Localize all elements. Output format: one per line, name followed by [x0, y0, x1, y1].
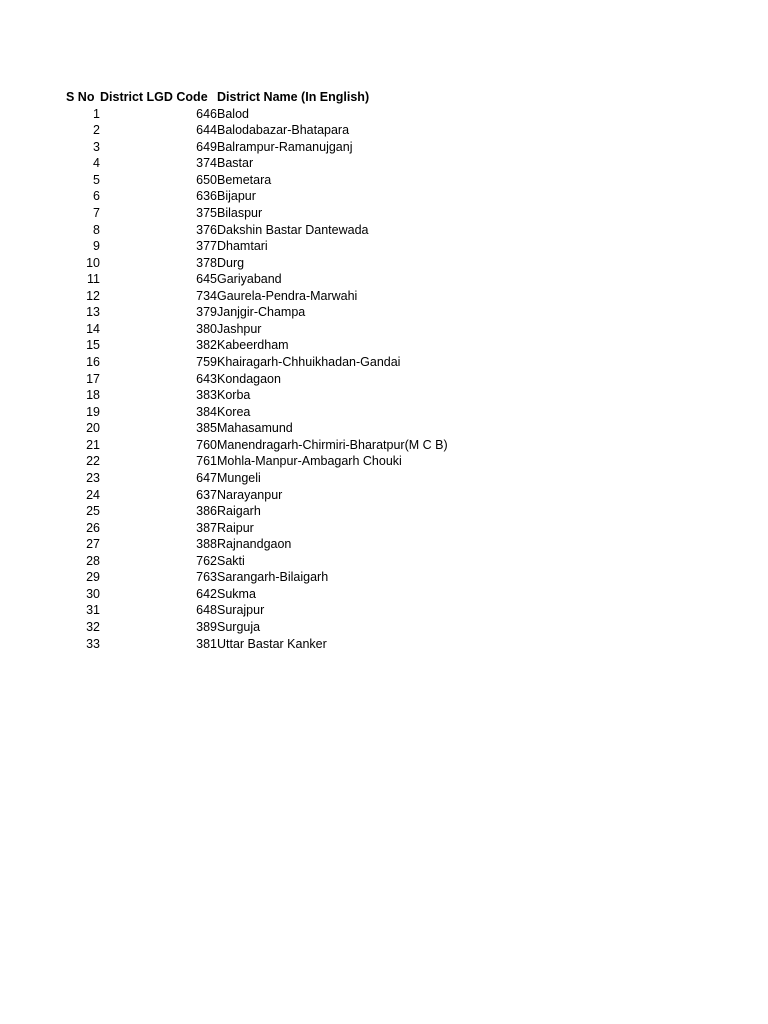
cell-district-name: Uttar Bastar Kanker: [217, 636, 327, 651]
cell-district-name: Bilaspur: [217, 205, 263, 220]
cell-lgd-code: 376: [196, 222, 217, 237]
cell-sno: 18: [86, 388, 100, 403]
header-row: [66, 89, 448, 106]
cell-district-name: Jashpur: [217, 321, 262, 336]
table-row: [66, 337, 448, 354]
table-row: [66, 536, 448, 553]
cell-lgd-code: 377: [196, 239, 217, 254]
cell-lgd-code: 734: [196, 288, 217, 303]
cell-sno: 12: [86, 288, 100, 303]
table-body: [66, 106, 448, 653]
table-row: [66, 122, 448, 139]
header-sno: S No: [66, 90, 95, 104]
cell-district-name: Gaurela-Pendra-Marwahi: [217, 288, 358, 303]
cell-sno: 14: [86, 321, 100, 336]
cell-district-name: Sakti: [217, 553, 245, 568]
cell-district-name: Dhamtari: [217, 239, 268, 254]
cell-lgd-code: 646: [196, 106, 217, 121]
table-row: [66, 520, 448, 537]
cell-sno: 6: [93, 189, 100, 204]
cell-district-name: Mahasamund: [217, 421, 293, 436]
cell-district-name: Janjgir-Champa: [217, 305, 306, 320]
table-row: [66, 619, 448, 636]
cell-sno: 15: [86, 338, 100, 353]
table-row: [66, 354, 448, 371]
cell-lgd-code: 379: [196, 305, 217, 320]
cell-sno: 32: [86, 620, 100, 634]
cell-lgd-code: 383: [196, 388, 217, 403]
cell-lgd-code: 382: [196, 338, 217, 353]
table-row: [66, 569, 448, 586]
cell-district-name: Raipur: [217, 520, 254, 535]
cell-sno: 33: [86, 636, 100, 651]
cell-sno: 24: [86, 487, 100, 502]
cell-district-name: Sarangarh-Bilaigarh: [217, 570, 329, 585]
cell-district-name: Balrampur-Ramanujganj: [217, 139, 353, 154]
cell-sno: 4: [93, 156, 100, 171]
table-row: [66, 487, 448, 504]
cell-sno: 10: [86, 255, 100, 270]
cell-sno: 20: [86, 421, 100, 436]
cell-sno: 11: [87, 272, 100, 287]
cell-district-name: Sukma: [217, 586, 256, 601]
cell-district-name: Korea: [217, 404, 251, 419]
cell-lgd-code: 387: [196, 520, 217, 535]
cell-lgd-code: 763: [196, 570, 217, 585]
cell-sno: 9: [93, 239, 100, 254]
cell-sno: 23: [86, 470, 100, 485]
table-row: [66, 453, 448, 470]
cell-sno: 3: [93, 139, 100, 154]
cell-lgd-code: 374: [196, 156, 217, 171]
cell-sno: 7: [93, 205, 100, 220]
table-row: [66, 636, 448, 653]
cell-sno: 28: [86, 553, 100, 568]
cell-lgd-code: 385: [196, 421, 217, 436]
cell-lgd-code: 378: [196, 255, 217, 270]
cell-sno: 2: [93, 123, 100, 138]
table-row: [66, 404, 448, 421]
cell-sno: 21: [86, 437, 100, 452]
cell-lgd-code: 389: [196, 620, 217, 634]
cell-lgd-code: 644: [196, 123, 217, 138]
cell-sno: 13: [86, 305, 100, 320]
table-row: [66, 238, 448, 255]
cell-sno: 25: [86, 504, 100, 519]
table-row: [66, 155, 448, 172]
cell-lgd-code: 384: [196, 404, 217, 419]
cell-lgd-code: 762: [196, 553, 217, 568]
cell-district-name: Durg: [217, 255, 245, 270]
table-row: [66, 321, 448, 338]
cell-lgd-code: 643: [196, 371, 217, 386]
cell-lgd-code: 375: [196, 205, 217, 220]
table-row: [66, 371, 448, 388]
cell-sno: 22: [86, 454, 100, 469]
cell-district-name: Raigarh: [217, 504, 261, 519]
table-row: [66, 470, 448, 487]
table-header: [66, 89, 448, 106]
cell-lgd-code: 642: [196, 586, 217, 601]
table-row: [66, 586, 448, 603]
cell-lgd-code: 647: [196, 470, 217, 485]
cell-district-name: Balodabazar-Bhatapara: [217, 123, 350, 138]
header-lgd-code: District LGD Code: [100, 90, 208, 104]
cell-district-name: Mohla-Manpur-Ambagarh Chouki: [217, 454, 402, 469]
cell-sno: 27: [86, 537, 100, 552]
cell-district-name: Korba: [217, 388, 251, 403]
cell-district-name: Narayanpur: [217, 487, 283, 502]
table-row: [66, 222, 448, 239]
table-row: [66, 553, 448, 570]
cell-sno: 26: [86, 520, 100, 535]
table-row: [66, 205, 448, 222]
cell-district-name: Khairagarh-Chhuikhadan-Gandai: [217, 355, 401, 369]
table-row: [66, 172, 448, 189]
cell-sno: 16: [86, 355, 100, 369]
cell-sno: 29: [86, 570, 100, 585]
cell-district-name: Balod: [217, 106, 249, 121]
cell-lgd-code: 760: [196, 437, 217, 452]
cell-district-name: Kondagaon: [217, 371, 281, 386]
table-row: [66, 271, 448, 288]
table-row: [66, 420, 448, 437]
table-row: [66, 288, 448, 305]
cell-sno: 17: [86, 371, 100, 386]
cell-lgd-code: 637: [196, 487, 217, 502]
cell-sno: 8: [93, 222, 100, 237]
table-row: [66, 304, 448, 321]
cell-sno: 5: [93, 172, 100, 187]
cell-lgd-code: 645: [196, 272, 217, 287]
table-row: [66, 387, 448, 404]
cell-district-name: Gariyaband: [217, 272, 282, 287]
cell-lgd-code: 648: [196, 603, 217, 618]
cell-sno: 19: [86, 404, 100, 419]
cell-district-name: Rajnandgaon: [217, 537, 292, 552]
district-table: [66, 89, 448, 652]
cell-lgd-code: 381: [196, 636, 217, 651]
table-row: [66, 188, 448, 205]
cell-lgd-code: 761: [196, 454, 217, 469]
cell-lgd-code: 380: [196, 321, 217, 336]
cell-district-name: Bastar: [217, 156, 254, 171]
cell-lgd-code: 636: [196, 189, 217, 204]
cell-lgd-code: 388: [196, 537, 217, 552]
table-row: [66, 139, 448, 156]
cell-district-name: Surajpur: [217, 603, 265, 618]
cell-district-name: Mungeli: [217, 470, 261, 485]
table-row: [66, 503, 448, 520]
cell-lgd-code: 386: [196, 504, 217, 519]
cell-lgd-code: 650: [196, 172, 217, 187]
cell-district-name: Kabeerdham: [217, 338, 289, 353]
cell-district-name: Manendragarh-Chirmiri-Bharatpur(M C B): [217, 437, 448, 452]
table-row: [66, 255, 448, 272]
cell-district-name: Dakshin Bastar Dantewada: [217, 222, 369, 237]
cell-sno: 30: [86, 586, 100, 601]
cell-sno: 1: [93, 106, 100, 121]
cell-district-name: Bijapur: [217, 189, 256, 204]
cell-district-name: Surguja: [217, 620, 261, 634]
header-district-name: District Name (In English): [217, 90, 370, 104]
cell-lgd-code: 759: [196, 355, 217, 369]
cell-lgd-code: 649: [196, 139, 217, 154]
table-row: [66, 437, 448, 454]
cell-district-name: Bemetara: [217, 172, 272, 187]
table-row: [66, 602, 448, 619]
table-row: [66, 106, 448, 123]
cell-sno: 31: [86, 603, 100, 618]
